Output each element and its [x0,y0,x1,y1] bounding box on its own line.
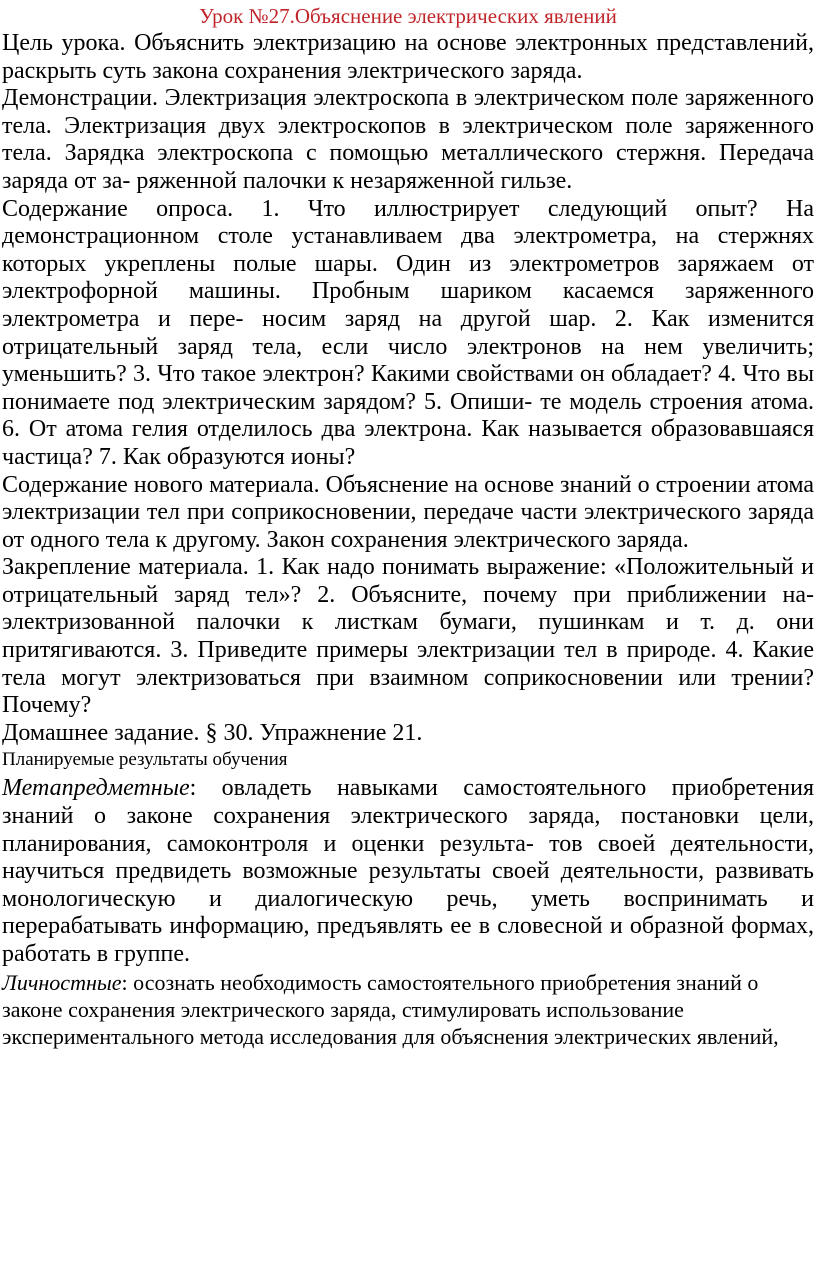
demonstrations-paragraph: Демонстрации. Электризация электроскопа в электрическом поле заряженного тела. Электризация двух электроскопов в электрическом поле заряженного тела. Зарядка электроскопа с помощью металлического стержня. Передача заряда от за- ряженной палочки к незаряженной гильзе. [2,85,814,194]
personal-results-paragraph [2,969,814,1050]
new-material-paragraph: Содержание нового материала. Объяснение на основе знаний о строении атома электризации тел при соприкосновении, передаче части электрического заряда от одного тела к другому. Закон сохранения электрического заряда. [2,471,814,553]
metasubject-term: Метапредметные [2,775,190,802]
metasubject-results-paragraph [2,775,814,968]
personal-term: Личностные [2,969,122,995]
document-page [0,2,816,1050]
lesson-goal-paragraph: Цель урока. Объяснить электризацию на основе электронных представлений, раскрыть суть закона сохранения электрического заряда. [2,30,814,84]
homework-paragraph: Домашнее задание. § 30. Упражнение 21. [2,719,423,746]
planned-results-heading: Планируемые результаты обучения [2,749,288,771]
consolidation-paragraph: Закрепление материала. 1. Как надо понимать выражение: «Положительный и отрицательный заряд тел»? 2. Объясните, почему при приближении на- электризованной палочки к листкам бумаги, пушинкам и т. д. они притягиваются. 3. Приведите примеры электризации тел в природе. 4. Какие тела могут электризоваться при взаимном соприкосновении или трении? Почему? [2,554,814,719]
personal-text: : осознать необходимость самостоятельного приобретения знаний о законе сохранения электрического заряда, стимулировать использование экспериментального метода исследования для объяснения электрических явлений, [2,969,779,1049]
metasubject-text: : овладеть навыками самостоятельного приобретения знаний о законе сохранения электрического заряда, постановки цели, планирования, самоконтроля и оценки результа- тов своей деятельности, научиться предвидеть возможные результаты своей деятельности, развивать монологическую и диалогическую речь, уметь воспринимать и перерабатывать информацию, предъявлять ее в словесной и образной формах, работать в группе. [2,775,814,967]
lesson-title: Урок №27.Объяснение электрических явлений [199,4,617,28]
survey-paragraph: Содержание опроса. 1. Что иллюстрирует следующий опыт? На демонстрационном столе устанавливаем два электрометра, на стержнях которых укреплены полые шары. Один из электрометров заряжаем от электрофорной машины. Пробным шариком касаемся заряженного электрометра и пере- носим заряд на другой шар. 2. Как изменится отрицательный заряд тела, если число электронов на нем увеличить; уменьшить? 3. Что такое электрон? Какими свойствами он обладает? 4. Что вы понимаете под электрическим зарядом? 5. Опиши- те модель строения атома. 6. От атома гелия отделилось два электрона. Как называется образовавшаяся частица? 7. Как образуются ионы? [2,195,814,470]
